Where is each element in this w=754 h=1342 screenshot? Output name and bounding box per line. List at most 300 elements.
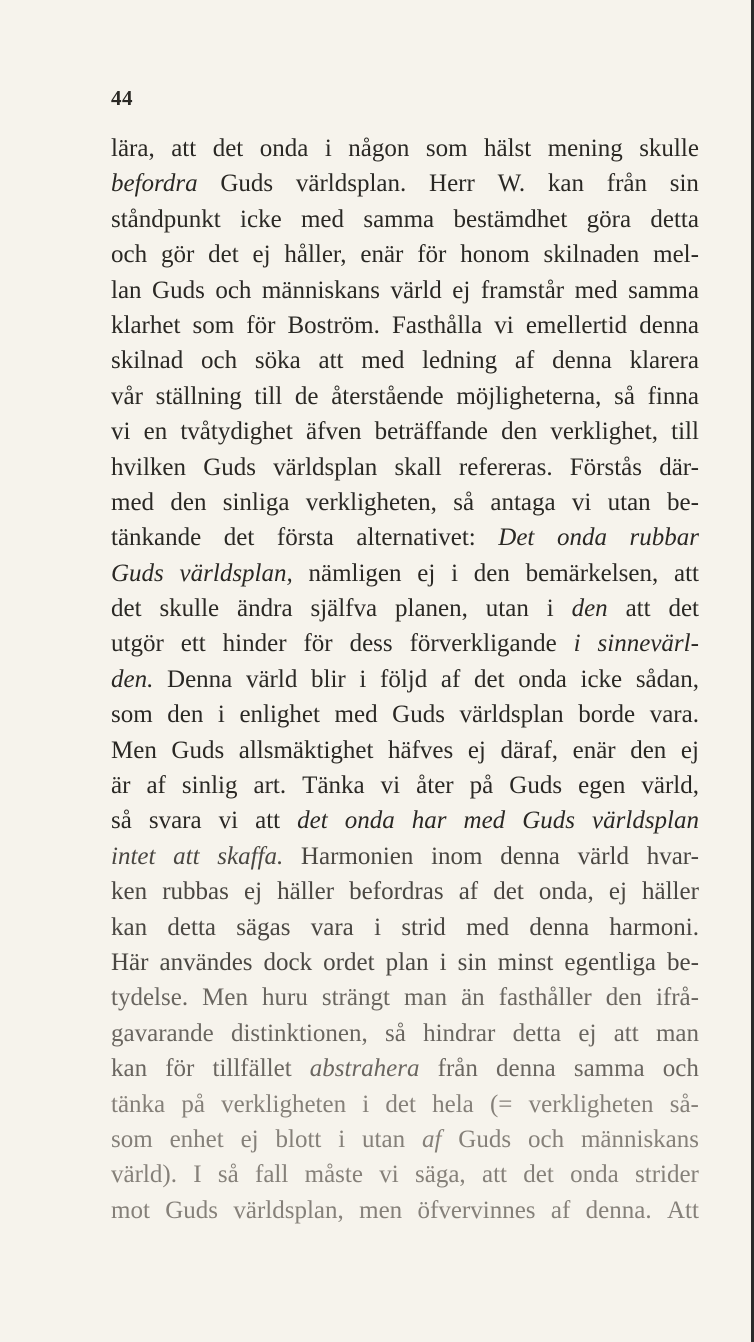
word: själfva (310, 595, 378, 623)
word: mel- (653, 241, 699, 269)
word: utan (607, 488, 651, 516)
word: den (571, 595, 608, 623)
word: med (361, 347, 405, 375)
word: vi (571, 488, 592, 516)
word: verkligheten (221, 1090, 347, 1118)
word: så- (669, 1090, 699, 1118)
word: att (171, 135, 197, 162)
text-line (111, 945, 699, 980)
word: strider (635, 1161, 699, 1189)
word: skilnad (111, 347, 184, 375)
word: i (359, 665, 367, 693)
word: i (338, 1125, 346, 1153)
word: för (246, 311, 276, 339)
word: till (671, 418, 699, 446)
word: det (523, 1161, 554, 1189)
word: W. (497, 170, 526, 198)
word: onda (556, 524, 607, 552)
word: det (297, 807, 328, 835)
word: värld, (641, 772, 699, 800)
word: af (550, 1196, 571, 1224)
word: enlighet (239, 701, 320, 729)
word: onda (259, 135, 309, 162)
word: i (374, 913, 382, 941)
word: rubbas (162, 878, 229, 906)
text-line (111, 1016, 699, 1051)
word: så (111, 807, 132, 835)
word: nämligen (308, 559, 402, 587)
word: för (165, 1055, 195, 1083)
word: detta (650, 205, 699, 233)
word: häfves (388, 736, 454, 764)
word: Förstås (569, 453, 642, 481)
word: honom (460, 241, 530, 269)
word: verklighet, (550, 418, 658, 446)
word: samma (363, 205, 435, 233)
word: af (146, 772, 166, 800)
word: egen (578, 772, 626, 800)
word: håller, (284, 241, 347, 269)
word: Herr (429, 170, 475, 198)
word: vara. (649, 701, 699, 729)
word: be- (667, 948, 699, 976)
text-line (111, 662, 699, 697)
word: abstrahera (309, 1055, 420, 1083)
word: där- (659, 453, 699, 481)
text-line (111, 202, 699, 237)
word: blir (311, 665, 346, 693)
word: lan (111, 276, 142, 304)
text-line (111, 910, 699, 945)
word: ej (452, 276, 471, 304)
word: Här (111, 948, 149, 976)
word: det (385, 1090, 416, 1118)
word: värld (577, 842, 629, 870)
word: återstående (331, 382, 444, 410)
word: Det (498, 524, 535, 552)
word: det (474, 665, 505, 693)
text-line (111, 166, 699, 201)
word: emellertid (525, 311, 628, 339)
body-text (111, 131, 699, 1228)
word: onda, (538, 878, 594, 906)
word: säga, (415, 1161, 466, 1189)
word: ej (680, 736, 699, 764)
word: allsmäktighet (238, 736, 374, 764)
word: från (606, 170, 647, 198)
word: sin (669, 170, 699, 198)
word: alternativet: (356, 524, 476, 552)
word: mot (111, 1196, 150, 1224)
word: världsplan (459, 701, 564, 729)
text-line (111, 1051, 699, 1086)
word: världsplan, (233, 1196, 344, 1224)
word: mening (547, 135, 623, 162)
word: huru (262, 984, 308, 1012)
word: som (425, 135, 468, 162)
word: Guds (509, 772, 563, 800)
word: skulle (159, 595, 220, 623)
word: i (546, 595, 554, 623)
word: och (201, 347, 238, 375)
word: Fasthålla (391, 311, 483, 339)
word: vi (111, 418, 131, 446)
word: användes (159, 948, 253, 976)
text-line (111, 131, 699, 166)
word: Men (202, 984, 248, 1012)
word: skulle (639, 135, 699, 162)
word: med (463, 807, 506, 835)
word: af (421, 1125, 442, 1153)
word: möjligheterna, (456, 382, 602, 410)
word: att (318, 347, 344, 375)
word: detta (512, 1019, 562, 1047)
word: att (173, 842, 200, 870)
word: Denna (167, 665, 233, 693)
word: från (437, 1055, 478, 1083)
word: med (300, 205, 345, 233)
text-line (111, 1122, 699, 1157)
word: denna (496, 1055, 556, 1083)
word: som (192, 311, 235, 339)
word: distinktionen, (230, 1019, 368, 1047)
word: i (324, 135, 332, 162)
word: samma (573, 1055, 645, 1083)
word: denna (529, 913, 590, 941)
word: följd (380, 665, 428, 693)
word: att (613, 1019, 639, 1047)
text-line (111, 1157, 699, 1192)
word: Guds (152, 276, 205, 304)
word: ej (243, 878, 263, 906)
word: öfvervinnes (417, 1196, 536, 1224)
word: be- (666, 488, 699, 516)
text-line (111, 379, 699, 414)
word: i (362, 1090, 370, 1118)
word: sinnevärl- (597, 630, 699, 658)
word: ken (111, 878, 148, 906)
word: Guds (458, 1125, 512, 1153)
text-line (111, 980, 699, 1015)
word: det (668, 595, 699, 623)
text-line (111, 591, 699, 626)
word: minst (497, 948, 554, 976)
word: beträffande (374, 418, 488, 446)
word: häller (642, 878, 699, 906)
word: gavarande (111, 1019, 214, 1047)
word: på (181, 1090, 205, 1118)
text-line (111, 733, 699, 768)
word: bemärkelsen, (525, 559, 659, 587)
word: att (481, 1161, 507, 1189)
word: enär (572, 736, 616, 764)
word: värld (245, 665, 298, 693)
word: till (254, 382, 283, 410)
word: (= (489, 1090, 513, 1118)
word: sådan, (635, 665, 699, 693)
word: den (167, 701, 204, 729)
word: inom (431, 842, 483, 870)
word: sin (457, 948, 487, 976)
word: häller (277, 878, 335, 906)
word: fall (255, 1161, 289, 1189)
word: ändra (237, 595, 293, 623)
word: ej (417, 559, 436, 587)
word: det (493, 878, 524, 906)
word: göra (586, 205, 632, 233)
word: hvilken (111, 453, 186, 481)
word: det (212, 135, 244, 162)
word: men (359, 1196, 403, 1224)
word: och (527, 1125, 565, 1153)
word: intet (111, 842, 156, 870)
word: i (217, 701, 225, 729)
text-line (111, 768, 699, 803)
word: Guds (392, 701, 445, 729)
word: ej (240, 1125, 259, 1153)
word: utgör (111, 630, 164, 658)
word: för (417, 241, 447, 269)
word: ej (467, 736, 486, 764)
word: de (294, 382, 319, 410)
word: verkligheten, (305, 488, 437, 516)
word: detta (167, 913, 216, 941)
word: af (458, 878, 479, 906)
word: så (385, 1019, 406, 1047)
word: och (662, 1055, 699, 1083)
word: och (215, 276, 252, 304)
word: människans (580, 1125, 699, 1153)
word: kan (111, 1055, 148, 1083)
word: att (255, 807, 281, 835)
text-line (111, 308, 699, 343)
word: sinlig (181, 772, 238, 800)
word: gör (160, 241, 195, 269)
text-line (111, 1087, 699, 1122)
word: strängt (321, 984, 390, 1012)
word: ej (252, 241, 271, 269)
word: hvar- (646, 842, 699, 870)
word: onda (518, 665, 567, 693)
text-line (111, 874, 699, 909)
word: refereras. (458, 453, 553, 481)
word: tvåtydighet (180, 418, 293, 446)
word: med (466, 913, 510, 941)
word: rubbar (629, 524, 699, 552)
word: i (439, 948, 447, 976)
word: befordras (349, 878, 444, 906)
word: att (673, 559, 699, 587)
word: i (573, 630, 581, 658)
word: art. (253, 772, 287, 800)
word: första (276, 524, 334, 552)
text-line (111, 450, 699, 485)
word: sinliga (222, 488, 290, 516)
word: plan (385, 948, 429, 976)
word: enhet (169, 1125, 224, 1153)
word: svara (148, 807, 202, 835)
word: af (514, 347, 535, 375)
word: vara (310, 913, 354, 941)
word: harmoni. (609, 913, 699, 941)
text-line (111, 237, 699, 272)
word: har (411, 807, 447, 835)
word: världsplan (273, 453, 378, 481)
word: skaffa. (217, 842, 284, 870)
word: skall (394, 453, 442, 481)
word: tänkande (111, 524, 202, 552)
word: denna (639, 311, 699, 339)
word: Guds (111, 559, 164, 587)
word: hinder (222, 630, 287, 658)
word: ett (180, 630, 206, 658)
page-number: 44 (111, 86, 133, 110)
word: ej (608, 878, 627, 906)
word: världsplan, (179, 559, 293, 587)
word: måste (304, 1161, 363, 1189)
word: så (614, 382, 635, 410)
word: åter (416, 772, 454, 800)
word: vår (111, 382, 143, 410)
word: onda (570, 1161, 619, 1189)
text-line (111, 803, 699, 838)
word: denna (500, 842, 560, 870)
word: Guds (522, 807, 576, 835)
text-line (111, 1193, 699, 1228)
word: klarera (629, 347, 699, 375)
word: Guds (220, 170, 274, 198)
word: finna (647, 382, 699, 410)
word: sägas (236, 913, 291, 941)
text-line (111, 414, 699, 449)
word: den (170, 488, 207, 516)
word: som (111, 1125, 153, 1153)
word: med (574, 276, 618, 304)
word: tillfället (212, 1055, 292, 1083)
word: icke (240, 205, 282, 233)
word: klarhet (111, 311, 181, 339)
word: den (605, 984, 642, 1012)
word: värld (390, 276, 442, 304)
word: man (655, 1019, 699, 1047)
word: förverkligande (409, 630, 557, 658)
word: samma (628, 276, 699, 304)
word: den. (111, 665, 154, 693)
word: framstår (480, 276, 565, 304)
word: denna (552, 347, 612, 375)
word: någon (348, 135, 410, 162)
word: vi (494, 311, 514, 339)
word: däraf, (500, 736, 559, 764)
word: af (440, 665, 461, 693)
text-line (111, 485, 699, 520)
word: I (193, 1161, 202, 1189)
word: Tänka (302, 772, 365, 800)
word: utan (362, 1125, 406, 1153)
word: vi (380, 772, 401, 800)
word: så (217, 1161, 239, 1189)
word: tydelse. (111, 984, 189, 1012)
word: Guds (165, 1196, 219, 1224)
text-line (111, 343, 699, 378)
word: med (111, 488, 155, 516)
word: befordra (111, 170, 198, 198)
word: kan (111, 913, 148, 941)
word: planen, (395, 595, 468, 623)
word: Harmonien (300, 842, 414, 870)
word: världsplan. (295, 170, 407, 198)
word: ledning (422, 347, 498, 375)
word: Guds (203, 453, 256, 481)
word: det (223, 524, 255, 552)
word: den (501, 418, 538, 446)
word: kan (547, 170, 584, 198)
word: antaga (490, 488, 556, 516)
word: hälst (484, 135, 532, 162)
word: denna. (585, 1196, 652, 1224)
word: ifrå- (655, 984, 699, 1012)
text-line (111, 273, 699, 308)
word: med (334, 701, 378, 729)
word: den (473, 559, 510, 587)
word: lära, (111, 135, 155, 162)
word: att (625, 595, 651, 623)
word: i (451, 559, 459, 587)
word: Att (666, 1196, 699, 1224)
word: egentliga (564, 948, 657, 976)
text-line (111, 520, 699, 555)
word: vi (218, 807, 239, 835)
word: en (143, 418, 168, 446)
word: Boström. (287, 311, 380, 339)
text-line (111, 697, 699, 732)
text-line (111, 626, 699, 661)
word: blott (275, 1125, 322, 1153)
word: onda (344, 807, 395, 835)
word: ståndpunkt (111, 205, 221, 233)
word: strid (401, 913, 446, 941)
word: människans (261, 276, 380, 304)
word: hindrar (423, 1019, 496, 1047)
word: ej (578, 1019, 597, 1047)
word: vi (379, 1161, 399, 1189)
word: bestämdhet (453, 205, 568, 233)
word: dess (349, 630, 393, 658)
word: det (111, 595, 142, 623)
word: och (111, 241, 148, 269)
word: dock (263, 948, 313, 976)
word: skilnaden (543, 241, 640, 269)
word: är (111, 772, 131, 800)
word: enär (360, 241, 404, 269)
word: som (111, 701, 153, 729)
word: icke (580, 665, 623, 693)
word: den (630, 736, 667, 764)
text-line (111, 556, 699, 591)
word: ställning (155, 382, 242, 410)
word: på (469, 772, 494, 800)
word: ordet (323, 948, 375, 976)
word: för (303, 630, 333, 658)
word: Guds (171, 736, 225, 764)
word: borde (578, 701, 636, 729)
word: verkligheten (528, 1090, 654, 1118)
word: världsplan (592, 807, 699, 835)
word: man (403, 984, 448, 1012)
word: söka (254, 347, 301, 375)
word: tänka (111, 1090, 166, 1118)
word: det (208, 241, 239, 269)
